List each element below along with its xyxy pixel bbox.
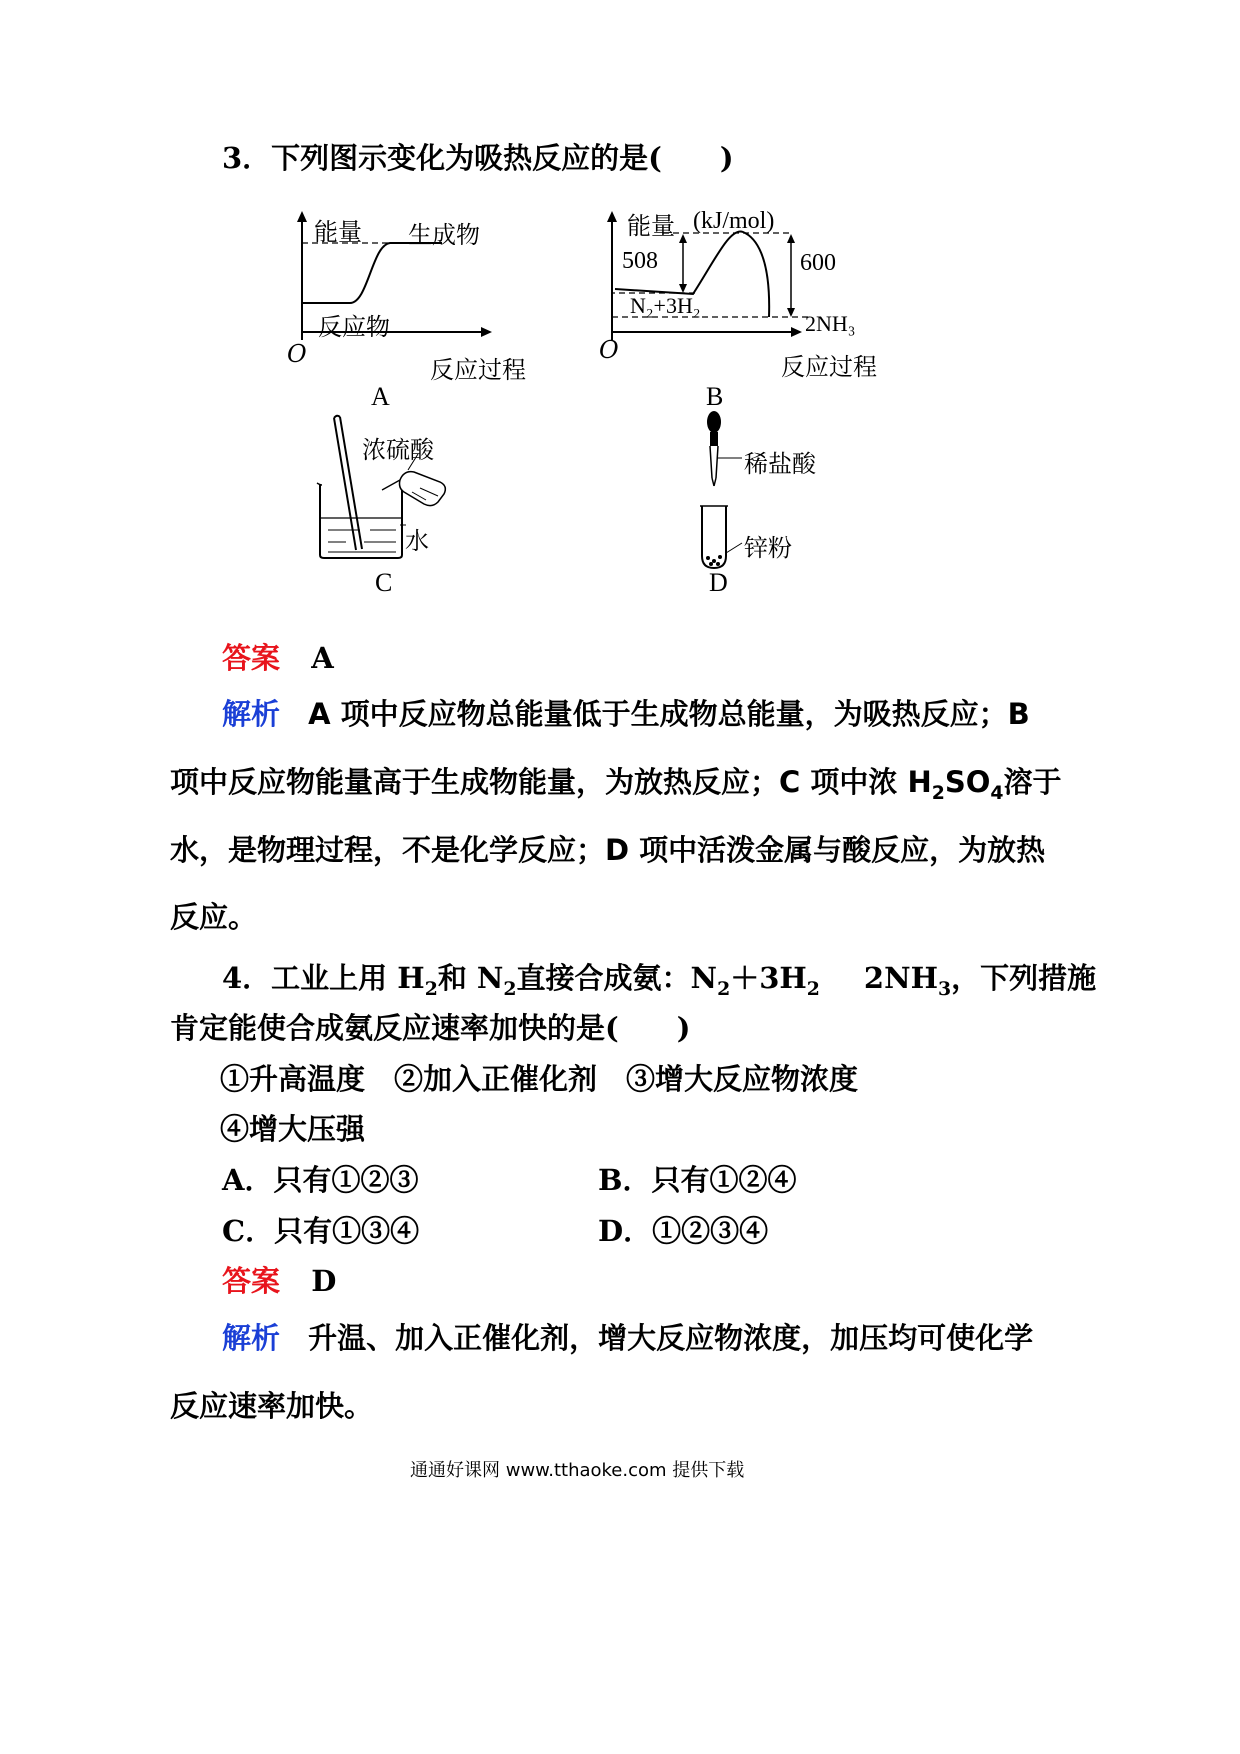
figure-d-acid-label: 稀盐酸	[744, 450, 816, 478]
q4-choice-d: D．①②③④	[598, 1214, 769, 1248]
q3-stem: 3．下列图示变化为吸热反应的是( )	[222, 141, 734, 175]
q4-analysis-line-1	[222, 1316, 1033, 1357]
figure-b-unit: (kJ/mol)	[693, 208, 775, 234]
q4-analysis-line-2: 反应速率加快。	[170, 1389, 374, 1423]
figure-c-letter: C	[375, 568, 393, 597]
q4-stem-1a: 4．工业上用 H	[222, 961, 425, 995]
q4-choice-b: B．只有①②④	[598, 1163, 797, 1197]
figure-d-zinc-label: 锌粉	[744, 534, 792, 562]
figure-b-value-600: 600	[800, 250, 836, 276]
q3-analysis-line-2: 项中反应物能量高于生成物能量，为放热反应；C 项中浓 $H_2SO_4$溶于	[170, 765, 1062, 804]
q3-analysis-line-3: 水，是物理过程，不是化学反应；D 项中活泼金属与酸反应，为放热	[170, 833, 1046, 867]
figure-b-ylabel: 能量	[627, 212, 675, 240]
q4-analysis-text-1: 升温、加入正催化剂，增大反应物浓度，加压均可使化学	[308, 1321, 1034, 1355]
figure-b-letter: B	[706, 382, 724, 411]
figure-b-reactant-label: N₂+3H₂	[630, 293, 701, 318]
figure-b-value-508: 508	[622, 248, 658, 274]
figure-c-acid-label: 浓硫酸	[362, 436, 434, 464]
q3-answer-line	[222, 636, 334, 677]
figure-d-letter: D	[709, 568, 728, 597]
q4-choice-c: C．只有①③④	[222, 1214, 420, 1248]
q4-stem-1f: ，下列措施	[951, 961, 1097, 995]
figure-a-reactant-label: 反应物	[318, 313, 390, 341]
figure-c-water-label: 水	[405, 527, 429, 555]
figure-a-product-label: 生成物	[408, 221, 480, 249]
q4-options-line-2: ④增大压强	[220, 1112, 366, 1146]
figure-a-letter: A	[371, 382, 390, 411]
q4-analysis-label: 解析	[222, 1321, 281, 1355]
page-footer: 通通好课网 www.tthaoke.com 提供下载	[410, 1460, 745, 1481]
q4-stem-1e: 2NH	[863, 961, 938, 995]
q4-answer-label: 答案	[222, 1264, 281, 1298]
q3-analysis-line-1	[222, 692, 1030, 733]
q3-analysis-text-2a: 项中反应物能量高于生成物能量，为放热反应；C 项中浓 H	[170, 765, 932, 799]
q3-answer-value: A	[311, 641, 334, 675]
figure-a-origin: O	[287, 340, 307, 368]
q3-analysis-text-1: A 项中反应物总能量低于生成物总能量，为吸热反应；B	[308, 697, 1030, 731]
q4-answer-line	[222, 1259, 336, 1300]
q4-stem-line-2: 肯定能使合成氨反应速率加快的是( )	[170, 1011, 691, 1045]
q4-stem-1c: 直接合成氨：N	[516, 961, 718, 995]
q4-choice-a: A．只有①②③	[222, 1163, 419, 1197]
q4-stem-1b: 和 N	[437, 961, 504, 995]
figure-b-product-label: 2NH₃	[805, 311, 856, 336]
q4-stem-line-1: 4．工业上用 $H_2$和 $N_2$直接合成氨：$N_2+3H_2$ $2NH_3$，下列措施	[222, 961, 1097, 1000]
q3-analysis-label: 解析	[222, 697, 281, 731]
figure-a-ylabel: 能量	[314, 218, 362, 246]
q3-analysis-text-2c: 溶于	[1003, 765, 1062, 799]
q4-stem-1d: ＋3H	[730, 961, 807, 995]
figure-b-origin: O	[599, 336, 619, 364]
q3-answer-label: 答案	[222, 641, 281, 675]
q3-analysis-text-2b: SO	[944, 765, 991, 799]
q3-analysis-line-4: 反应。	[170, 900, 258, 934]
q4-options-line-1: ①升高温度 ②加入正催化剂 ③增大反应物浓度	[220, 1062, 859, 1096]
figure-a-xlabel: 反应过程	[430, 356, 526, 384]
figure-b-xlabel: 反应过程	[781, 353, 877, 381]
q4-answer-value: D	[311, 1264, 337, 1298]
